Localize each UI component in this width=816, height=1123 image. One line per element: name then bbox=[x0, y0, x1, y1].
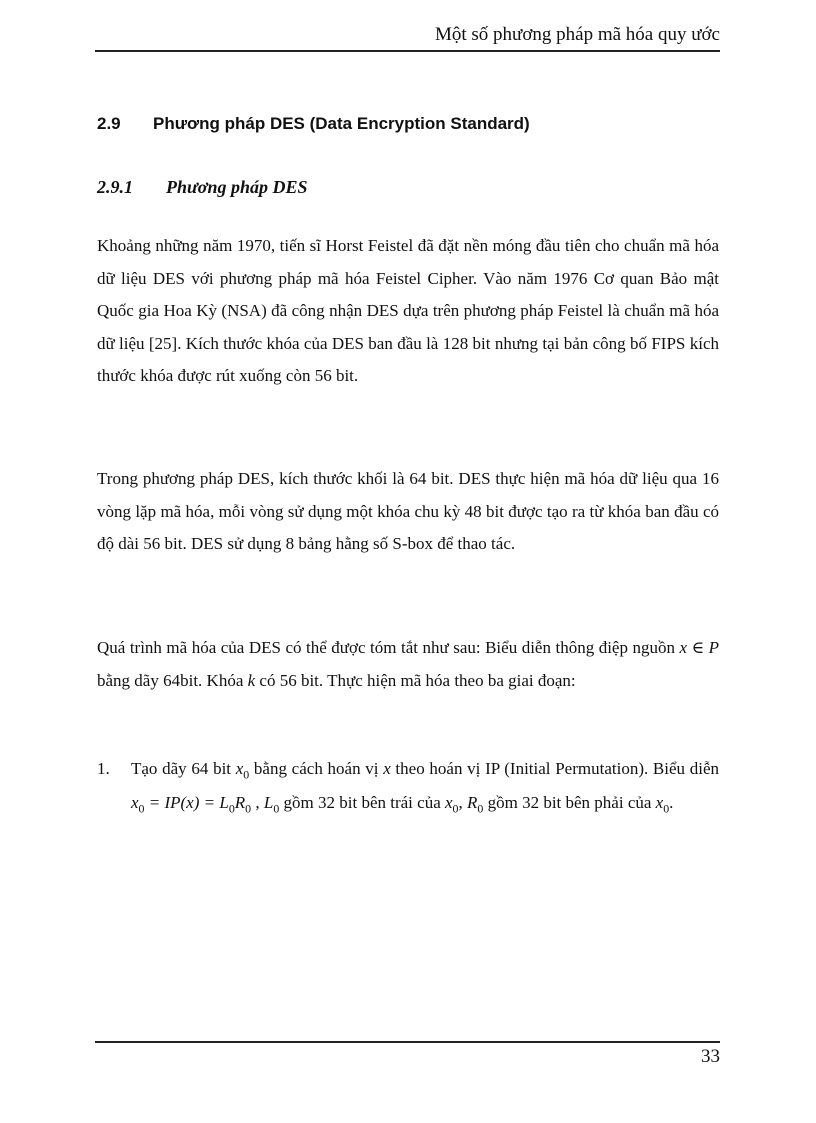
math-r: R bbox=[467, 793, 478, 812]
math-r: R bbox=[234, 793, 246, 812]
section-number: 2.9 bbox=[97, 114, 121, 133]
math-l: L bbox=[263, 793, 274, 812]
section-heading bbox=[97, 112, 530, 136]
page-number: 33 bbox=[701, 1046, 720, 1067]
subsection-number: 2.9.1 bbox=[97, 177, 133, 197]
math-x: x bbox=[235, 759, 244, 778]
math-equation: = IP(x) = L bbox=[144, 793, 229, 812]
text-fragment: bằng dãy 64bit. Khóa bbox=[97, 670, 248, 690]
paragraph-block-size: Trong phương pháp DES, kích thước khối là 64 bit. DES thực hiện mã hóa dữ liệu qua 16 vòng lặp mã hóa, mỗi vòng sử dụng một khóa chu kỳ 48 bit được tạo ra từ khóa ban đầu có độ dài 56 bit. DES sử dụng 8 bảng hằng số S-box để thao tác. bbox=[97, 469, 719, 553]
text-fragment: gồm 32 bit bên trái của bbox=[279, 793, 445, 812]
text-fragment: có 56 bit. Thực hiện mã hóa theo ba giai đoạn: bbox=[255, 670, 576, 690]
text-fragment: , bbox=[458, 793, 467, 812]
footer-rule bbox=[95, 1041, 720, 1043]
math-subscript: 0 bbox=[228, 801, 235, 816]
text-fragment: Quá trình mã hóa của DES có thể được tóm tắt như sau: Biểu diễn thông điệp nguồn bbox=[97, 638, 680, 657]
header-rule bbox=[95, 50, 720, 52]
math-subscript: 0 bbox=[452, 801, 459, 816]
paragraph-encryption-summary bbox=[97, 632, 719, 697]
text-fragment: . bbox=[669, 793, 674, 812]
text-fragment: bằng cách hoán vị bbox=[249, 759, 384, 778]
math-subscript: 0 bbox=[245, 801, 252, 816]
math-subscript: 0 bbox=[477, 801, 484, 816]
math-x: x bbox=[131, 793, 139, 812]
math-subscript: 0 bbox=[138, 801, 145, 816]
math-x: x bbox=[655, 793, 664, 812]
text-fragment: theo hoán vị IP (Initial Permutation). Biểu diễn bbox=[390, 759, 720, 778]
section-title: Phương pháp DES (Data Encryption Standard) bbox=[153, 114, 530, 133]
math-k: k bbox=[247, 670, 256, 690]
subsection-title: Phương pháp DES bbox=[166, 177, 308, 197]
list-item-body bbox=[131, 752, 719, 820]
math-subscript: 0 bbox=[243, 767, 250, 782]
running-header: Một số phương pháp mã hóa quy ước bbox=[434, 24, 720, 45]
math-subscript: 0 bbox=[663, 801, 670, 816]
math-x: x bbox=[383, 759, 391, 778]
text-fragment: , bbox=[251, 793, 264, 812]
paragraph-history: Khoảng những năm 1970, tiến sĩ Horst Feistel đã đặt nền móng đầu tiên cho chuẩn mã hóa dữ liệu DES với phương pháp mã hóa Feistel Cipher. Vào năm 1976 Cơ quan Bảo mật Quốc gia Hoa Kỳ (NSA) đã công nhận DES dựa trên phương pháp Feistel là chuẩn mã hóa dữ liệu [25]. Kích thước khóa của DES ban đầu là 128 bit nhưng tại bản công bố FIPS kích thước khóa được rút xuống còn 56 bit. bbox=[97, 236, 719, 385]
math-subscript: 0 bbox=[273, 801, 280, 816]
math-x-in-p: x ∈ P bbox=[679, 638, 720, 657]
math-x: x bbox=[445, 793, 453, 812]
list-item bbox=[97, 752, 719, 820]
subsection-heading bbox=[97, 175, 308, 199]
text-fragment: gồm 32 bit bên phải của bbox=[483, 793, 656, 812]
text-fragment: Tạo dãy 64 bit bbox=[131, 759, 236, 778]
list-marker: 1. bbox=[97, 759, 110, 778]
